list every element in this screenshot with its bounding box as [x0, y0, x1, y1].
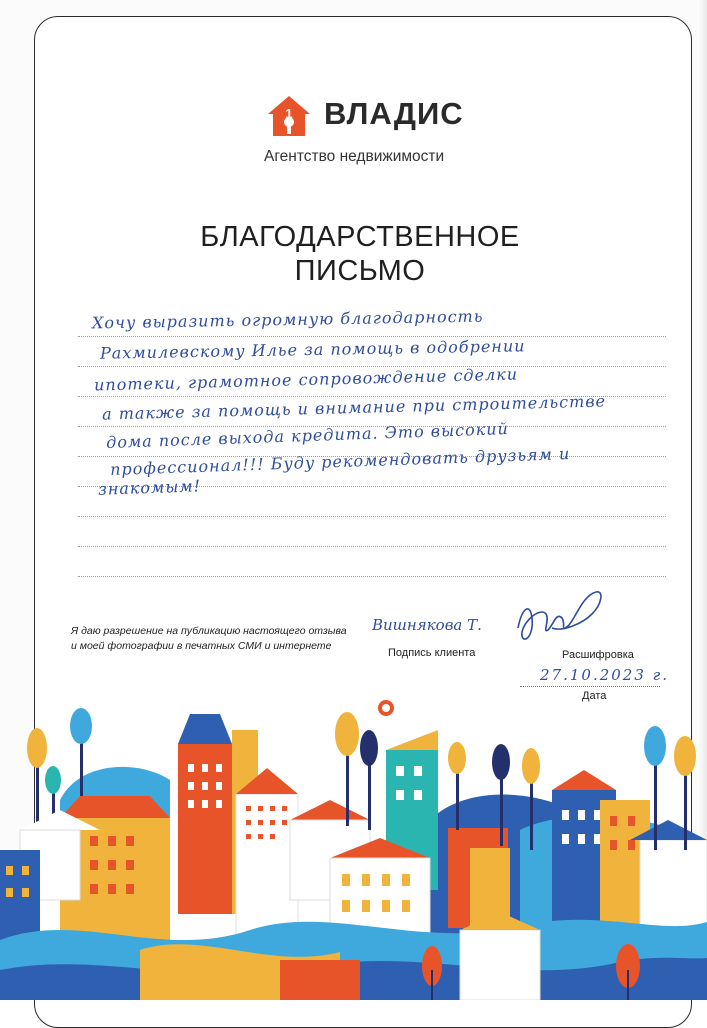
consent-line-2: и моей фотографии в печатных СМИ и интернете	[71, 640, 332, 652]
signature-scribble	[512, 588, 608, 654]
document-title	[100, 220, 620, 288]
house-key-icon	[266, 94, 312, 138]
consent-line-1: Я даю разрешение на публикацию настоящего отзыва	[71, 625, 347, 637]
date-handwritten: 27.10.2023 г.	[540, 666, 670, 684]
letter-line: Хочу выразить огромную благодарность	[91, 306, 484, 333]
consent-text	[71, 624, 371, 654]
date-label: Дата	[582, 690, 607, 702]
logo-digit: 1	[285, 106, 293, 121]
title-line-2: ПИСЬМО	[294, 255, 426, 287]
brand-name: ВЛАДИС	[324, 96, 464, 131]
rule-line	[78, 546, 666, 547]
client-signature-label: Подпись клиента	[388, 647, 476, 659]
title-line-1: БЛАГОДАРСТВЕННОЕ	[200, 221, 520, 253]
rule-line	[78, 576, 666, 577]
rule-line	[78, 336, 666, 337]
letter-line: дома после выхода кредита. Это высокий	[105, 418, 510, 453]
decoding-label: Расшифровка	[562, 649, 634, 661]
date-underline	[520, 686, 660, 687]
letter-line: знакомым!	[97, 476, 202, 499]
letter-line: Рахмилевскому Илье за помощь в одобрении	[99, 336, 526, 363]
letter-line: а также за помощь и внимание при строительстве	[101, 391, 607, 424]
letter-line: ипотеки, грамотное сопровождение сделки	[93, 364, 519, 395]
rule-line	[78, 366, 666, 367]
client-signature-handwritten: Вишнякова Т.	[372, 616, 482, 634]
city-illustration	[0, 690, 707, 1000]
brand-logo	[266, 94, 486, 138]
rule-line	[78, 516, 666, 517]
letter-line: профессионал!!! Буду рекомендовать друзьям и	[109, 443, 571, 480]
brand-tagline: Агентство недвижимости	[264, 148, 445, 165]
